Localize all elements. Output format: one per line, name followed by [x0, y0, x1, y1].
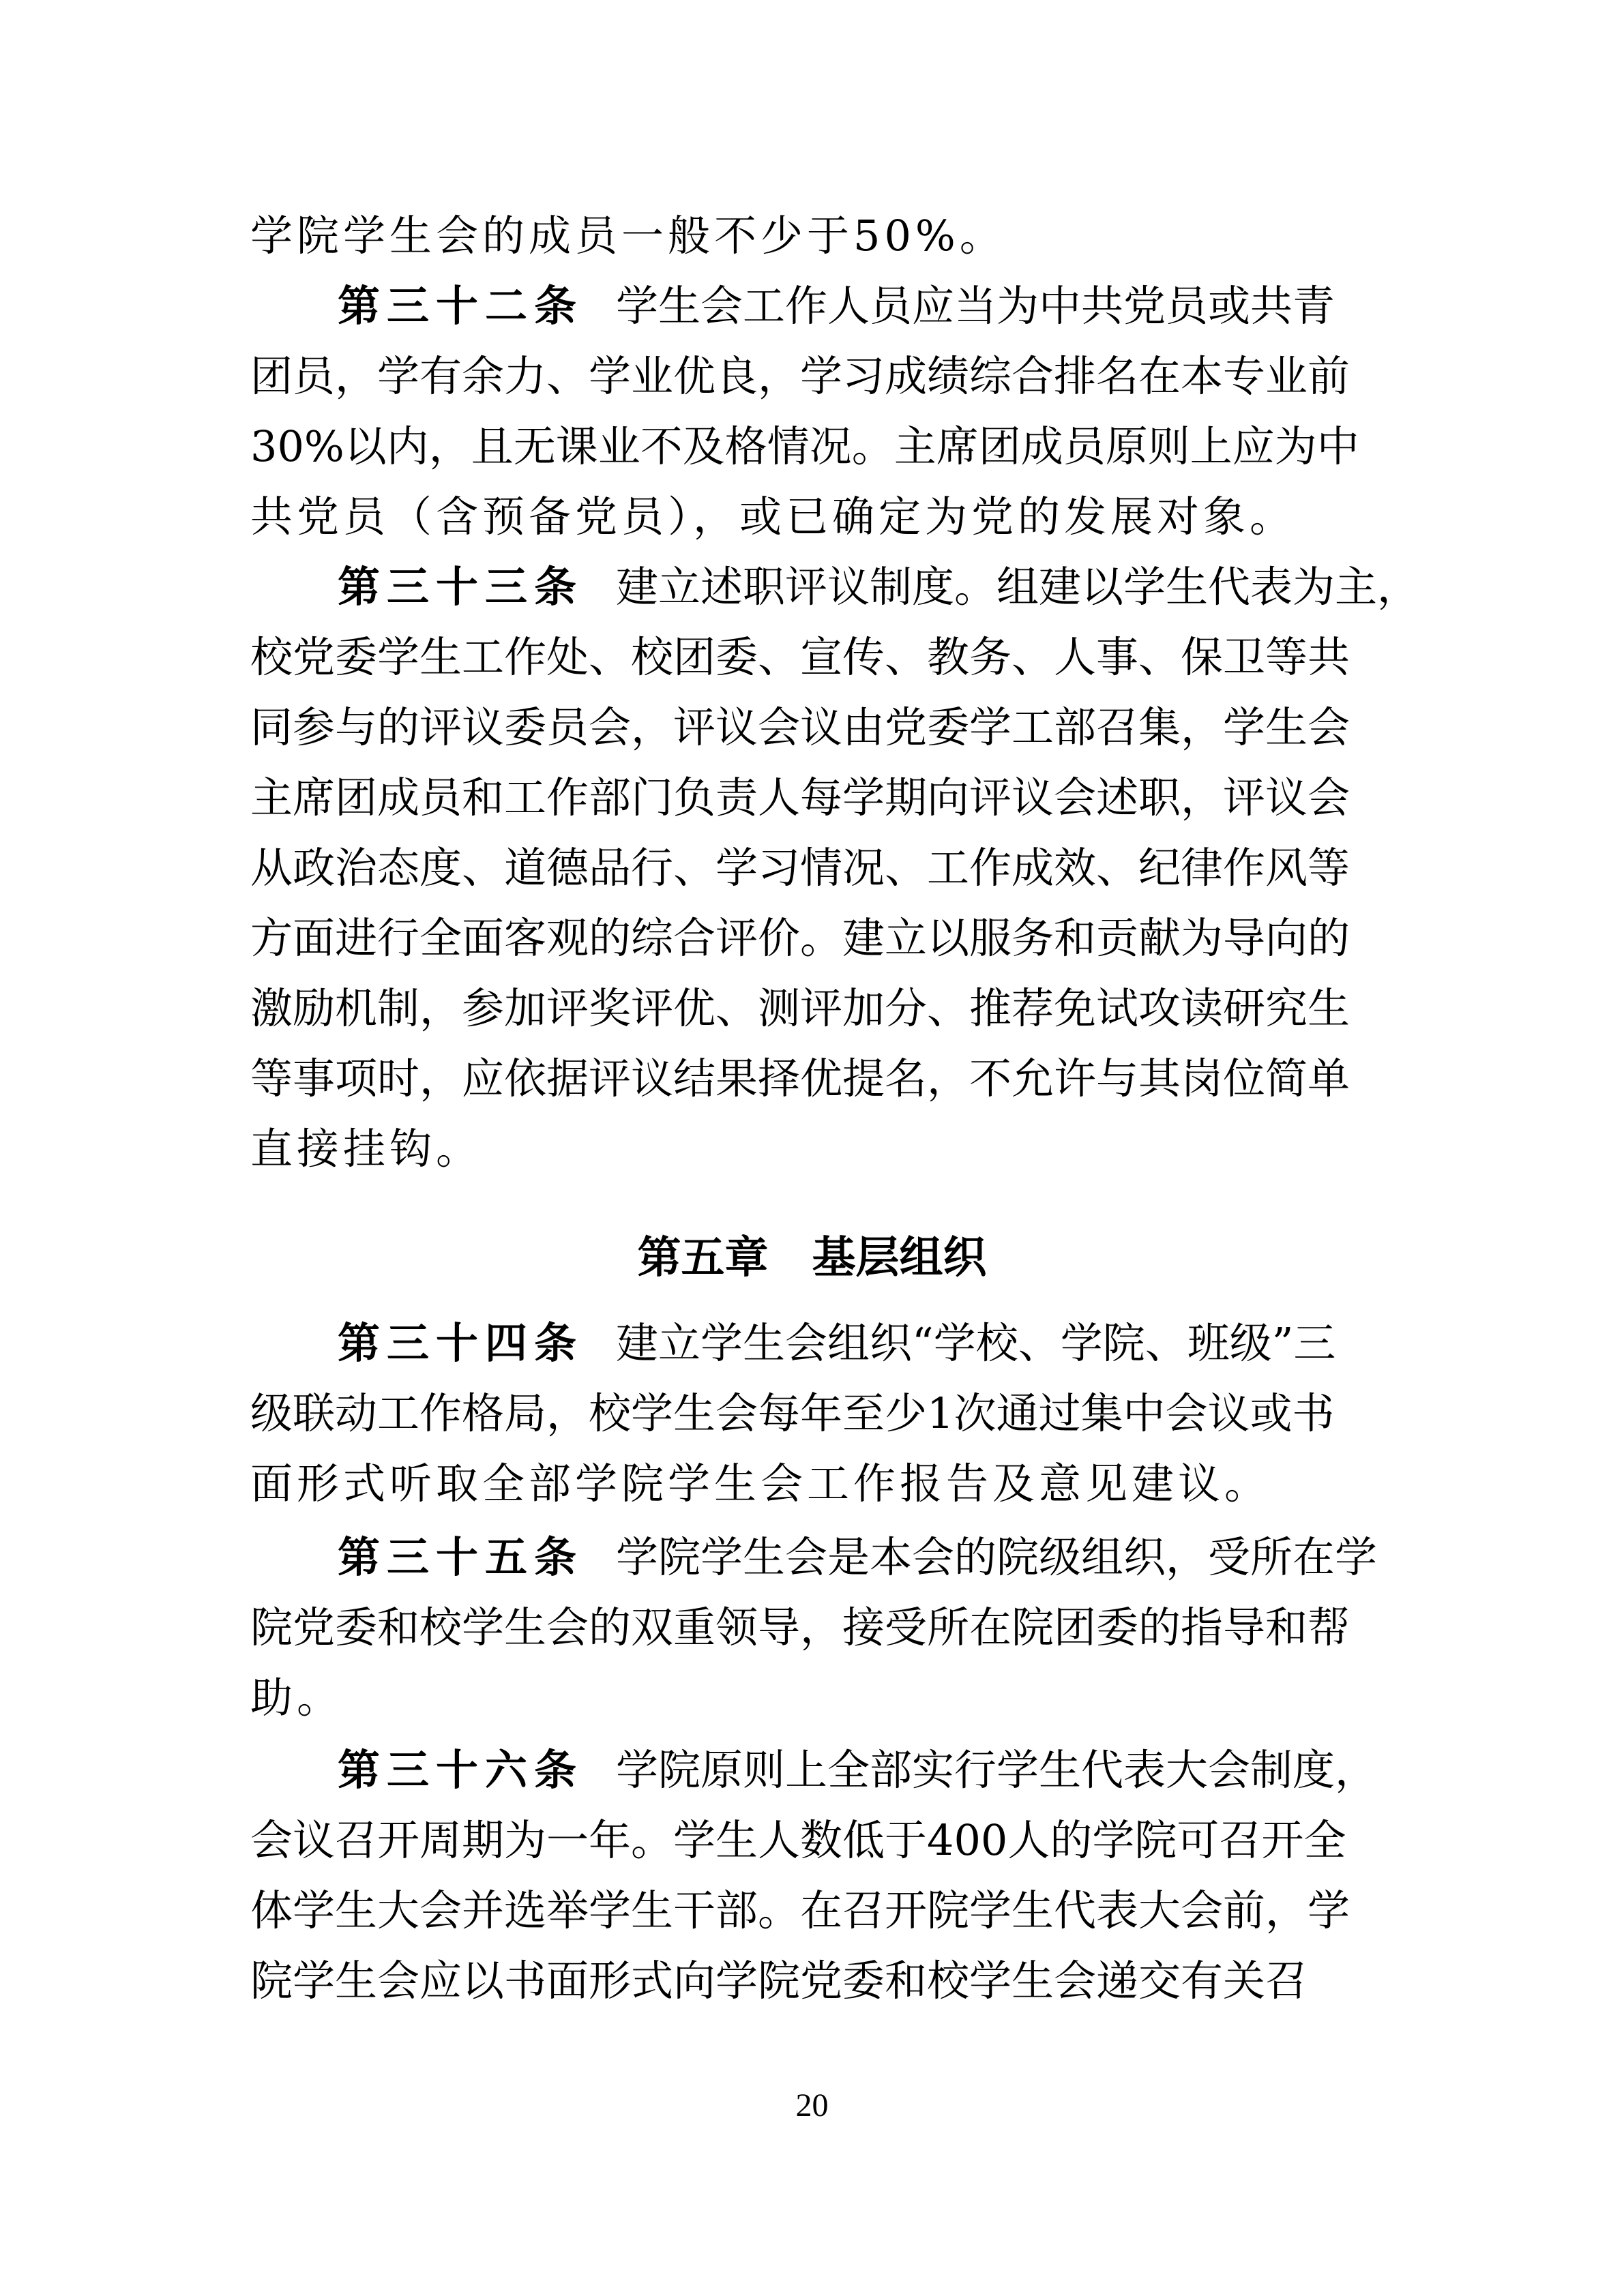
body-text: 体学生大会并选举学生干部。在召开院学生代表大会前，学: [250, 1885, 1350, 1935]
body-text: 共党员（含预备党员），或已确定为党的发展对象。: [250, 492, 1297, 541]
body-text: 30%以内，且无课业不及格情况。主席团成员原则上应为中: [250, 421, 1359, 471]
body-text: 助。: [250, 1673, 344, 1723]
body-text: 方面进行全面客观的综合评价。建立以服务和贡献为导向的: [250, 913, 1350, 963]
body-line: [250, 911, 1376, 966]
body-line: [250, 981, 1376, 1036]
body-text: 校党委学生工作处、校团委、宣传、教务、人事、保卫等共: [250, 632, 1350, 682]
body-line: [250, 349, 1376, 404]
article-label: 第三十五条: [338, 1532, 584, 1582]
body-line: [250, 1671, 1376, 1725]
body-text: 学院学生会的成员一般不少于50%。: [250, 211, 1006, 260]
body-text: 学院学生会是本会的院级组织，受所在学: [616, 1532, 1378, 1582]
body-text: 建立述职评议制度。组建以学生代表为主，: [616, 562, 1420, 612]
body-text: 级联动工作格局，校学生会每年至少1次通过集中会议或书: [250, 1388, 1335, 1438]
body-line: [250, 1813, 1376, 1868]
body-line: [250, 1883, 1376, 1938]
body-text: 院学生会应以书面形式向学院党委和校学生会递交有关召: [250, 1956, 1308, 2006]
body-text: 学院原则上全部实行学生代表大会制度，: [616, 1745, 1378, 1795]
body-text: 建立学生会组织“学校、学院、班级”三: [616, 1318, 1336, 1368]
body-text: 主席团成员和工作部门负责人每学期向评议会述职，评议会: [250, 773, 1350, 822]
body-line: [250, 1052, 1376, 1106]
body-line: [250, 700, 1376, 755]
article-36-first-line: [338, 1743, 1376, 1798]
body-line: [250, 1600, 1376, 1655]
body-line: [250, 209, 1376, 263]
body-line: [250, 419, 1376, 474]
body-line: [250, 1386, 1376, 1441]
article-label: 第三十二条: [338, 281, 584, 331]
body-line: [250, 630, 1376, 685]
body-line: [250, 1122, 1376, 1176]
body-text: 同参与的评议委员会，评议会议由党委学工部召集，学生会: [250, 702, 1350, 752]
article-label: 第三十三条: [338, 562, 584, 612]
article-33-first-line: [338, 560, 1420, 614]
body-text: 学生会工作人员应当为中共党员或共青: [616, 281, 1335, 331]
body-line: [250, 1954, 1376, 2008]
article-label: 第三十四条: [338, 1318, 584, 1368]
article-32-first-line: [338, 279, 1376, 333]
article-35-first-line: [338, 1530, 1376, 1585]
body-line: [250, 1457, 1376, 1511]
body-text: 直接挂钩。: [250, 1124, 483, 1174]
body-line: [250, 490, 1376, 544]
body-line: [250, 841, 1376, 895]
body-text: 等事项时，应依据评议结果择优提名，不允许与其岗位简单: [250, 1054, 1350, 1103]
body-text: 从政治态度、道德品行、学习情况、工作成效、纪律作风等: [250, 843, 1350, 893]
article-label: 第三十六条: [338, 1745, 584, 1795]
body-text: 会议召开周期为一年。学生人数低于400人的学院可召开全: [250, 1815, 1346, 1865]
chapter-heading: 第五章 基层组织: [637, 1233, 987, 1283]
article-34-first-line: [338, 1316, 1376, 1371]
page-number: 20: [795, 2087, 829, 2123]
body-line: [250, 771, 1376, 825]
body-text: 面形式听取全部学院学生会工作报告及意见建议。: [250, 1459, 1271, 1508]
body-text: 院党委和校学生会的双重领导，接受所在院团委的指导和帮: [250, 1602, 1350, 1652]
body-text: 激励机制，参加评奖评优、测评加分、推荐免试攻读研究生: [250, 983, 1350, 1033]
body-text: 团员，学有余力、学业优良，学习成绩综合排名在本专业前: [250, 351, 1350, 401]
